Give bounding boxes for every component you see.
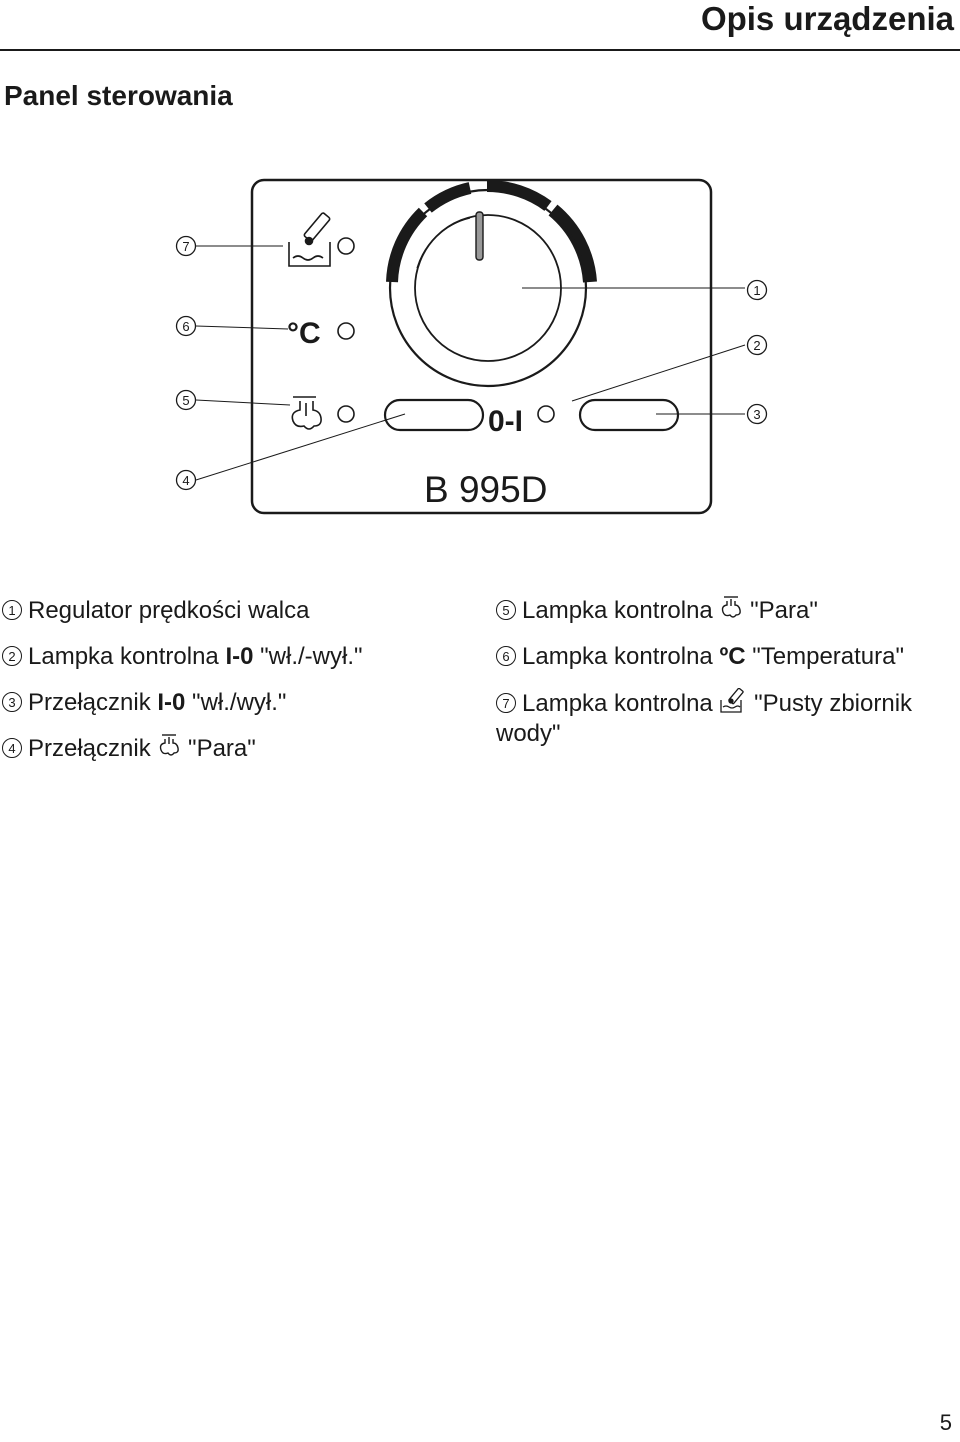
legend-text: Lampka kontrolna: [522, 690, 720, 717]
steam-icon: [292, 397, 321, 429]
legend-num: 2: [2, 646, 22, 666]
callout-3: 3: [753, 407, 761, 422]
callout-4: 4: [182, 473, 190, 488]
legend-text: Lampka kontrolna: [522, 643, 720, 670]
callout-1: 1: [753, 283, 761, 298]
legend-text: Lampka kontrolna: [522, 597, 720, 624]
legend-text: Regulator prędkości walca: [28, 597, 310, 624]
legend-right: [496, 588, 956, 749]
legend-text: "Para": [181, 735, 256, 762]
legend-text: Przełącznik: [28, 735, 158, 762]
page-number: 5: [939, 1410, 952, 1435]
legend-text: Lampka kontrolna: [28, 643, 226, 670]
power-switch-label: 0-I: [488, 405, 524, 438]
water-empty-lamp: [338, 238, 354, 254]
callout-6: 6: [182, 319, 190, 334]
legend-num: 4: [2, 738, 22, 758]
legend-text: "Para": [743, 597, 818, 624]
steam-switch-button[interactable]: [385, 400, 483, 430]
control-panel-diagram: [0, 0, 960, 560]
legend-left: [2, 588, 482, 772]
legend-text: "wł./-wył.": [253, 643, 363, 670]
callout-2: 2: [753, 338, 761, 353]
page-header-title: Opis urządzenia: [700, 0, 954, 37]
callout-lines: [196, 246, 745, 480]
water-tank-icon: [719, 688, 747, 714]
section-title: Panel sterowania: [4, 80, 233, 111]
steam-icon: [719, 595, 743, 621]
speed-scale-arc: [392, 186, 590, 282]
legend-bold: I-0: [225, 643, 254, 670]
legend-bold: I-0: [157, 689, 186, 716]
callout-5: 5: [182, 393, 190, 408]
legend-num: 1: [2, 600, 22, 620]
legend-item-7: [496, 680, 956, 749]
water-tank-icon: [289, 212, 330, 266]
callout-markers: [177, 237, 767, 490]
power-switch-button[interactable]: [580, 400, 678, 430]
steam-lamp: [338, 406, 354, 422]
temperature-lamp: [338, 323, 354, 339]
legend-item-4: [2, 726, 482, 772]
model-name: B 995D: [424, 469, 548, 510]
legend-item-1: [2, 588, 482, 634]
power-lamp: [538, 406, 554, 422]
legend-text: "Pusty zbiornik wody": [496, 690, 913, 747]
legend-num: 5: [496, 600, 516, 620]
steam-icon: [157, 733, 181, 759]
legend-item-3: [2, 680, 482, 726]
legend-item-2: [2, 634, 482, 680]
callout-7: 7: [182, 239, 190, 254]
legend-num: 7: [496, 693, 516, 713]
temperature-symbol: °C: [287, 317, 321, 350]
legend-item-6: [496, 634, 956, 680]
legend-bold: ºC: [719, 643, 746, 670]
legend-text: "Temperatura": [745, 643, 904, 670]
legend-text: "wł./wył.": [185, 689, 287, 716]
legend-num: 6: [496, 646, 516, 666]
legend-num: 3: [2, 692, 22, 712]
legend-item-5: [496, 588, 956, 634]
legend-text: Przełącznik: [28, 689, 158, 716]
